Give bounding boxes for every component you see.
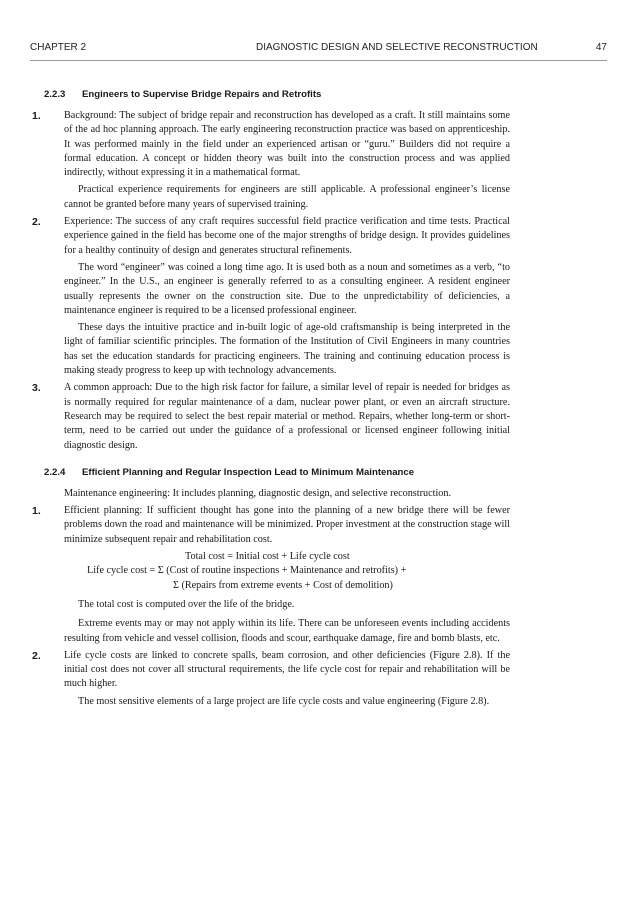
equation-text: Life cycle cost = Σ (Cost of routine inspections + Maintenance and retrofits) +	[87, 565, 407, 577]
list-number: 3.	[32, 382, 41, 395]
paragraph: Efficient planning: If sufficient thought has gone into the planning of a new bridge there will be fewer problems down the road and maintenance will be minimized. Proper investment at the construction stage will minimize subsequent repair and rehabilitation cost.	[64, 505, 510, 545]
section-heading-2-2-3	[44, 88, 510, 102]
equation-text: Σ (Repairs from extreme events + Cost of demolition)	[173, 579, 393, 591]
list-number: 2.	[32, 649, 41, 662]
page-number: 47	[595, 42, 607, 53]
chapter-label: CHAPTER 2	[30, 42, 87, 53]
section-number: 2.2.4	[44, 466, 66, 478]
list-number: 1.	[32, 505, 41, 518]
list-number: 1.	[32, 110, 41, 122]
list-item-3	[30, 381, 510, 452]
paragraph: The total cost is computed over the life of the bridge.	[78, 598, 295, 610]
equation-text: Total cost = Initial cost + Life cycle cost	[185, 551, 350, 563]
paragraph: The word “engineer” was coined a long time ago. It is used both as a noun and sometimes as a verb, “to engineer.” In the U.S., an engineer is generally referred to as a consulting engineer. A resident engineer usually represents the owner on the construction site. Due to the unpredictability of deficiencies, a maintenance engineer is required to be a licensed professional engineer.	[64, 261, 510, 316]
paragraph: A common approach: Due to the high risk factor for failure, a similar level of repair is needed for bridges as is normally required for regular maintenance of a dam, nuclear power plant, or even an aircraft structure. Research may be required to select the best repair material or method. Repairs, whether long-term or short-term, need to be carried out under the guidance of a professional or licensed engineer following initial diagnostic design.	[64, 382, 510, 451]
paragraph: These days the intuitive practice and in-built logic of age-old craftsmanship is being interpreted in the light of familiar scientific principles. The formation of the Institution of Civil Engineers in many countries has set the education standards for practicing engineers. The training and continuing education process is making steady progress to keep up with technology advancements.	[64, 322, 510, 377]
section-title: Efficient Planning and Regular Inspection Lead to Minimum Maintenance	[82, 466, 415, 478]
paragraph: Life cycle costs are linked to concrete spalls, beam corrosion, and other deficiencies (Figure 2.8). If the initial cost does not cover all structural requirements, the life cycle cost for repair and rehabilitation will be much higher.	[64, 649, 510, 690]
chapter-title: DIAGNOSTIC DESIGN AND SELECTIVE RECONSTRUCTION	[256, 42, 538, 53]
paragraph: Background: The subject of bridge repair and reconstruction has developed as a craft. It still maintains some of the ad hoc planning approach. The early engineering reconstruction practice was based on apprenticeship. It was performed mainly in the field under an experienced artisan or “guru.” Builders did not require a formal education. A concept or hidden theory was built into the construction process and was applied indirectly, without expressing it in a mathematical format.	[64, 110, 510, 179]
list-item-2	[30, 649, 510, 709]
paragraph: Experience: The success of any craft requires successful field practice verification and time tests. Practical experience gained in the field has become one of the major strengths of bridge design. It provides guidelines for a healthy continuity of design and generates structural refinements.	[64, 216, 510, 256]
list-item-1	[30, 109, 510, 212]
list-number: 2.	[32, 216, 41, 229]
section-heading-2-2-4	[44, 466, 510, 480]
equation-life-cycle-cost	[30, 564, 510, 578]
list-item-2	[30, 215, 510, 378]
list-item-1	[30, 504, 510, 547]
paragraph: The most sensitive elements of a large project are life cycle costs and value engineering (Figure 2.8).	[78, 695, 490, 707]
paragraph: Practical experience requirements for engineers are still applicable. A professional engineer’s license cannot be granted before many years of supervised training.	[64, 184, 510, 210]
paragraph: Extreme events may or may not apply within its life. There can be unforeseen events including accidents resulting from vehicle and vessel collision, floods and scour, earthquake damage, fire and bomb blasts, etc.	[64, 618, 510, 644]
section-title: Engineers to Supervise Bridge Repairs and Retrofits	[82, 89, 322, 100]
section-number: 2.2.3	[44, 89, 66, 100]
page-body	[30, 88, 510, 712]
equation-total-cost	[30, 550, 510, 564]
running-header	[30, 40, 607, 61]
paragraph: Maintenance engineering: It includes planning, diagnostic design, and selective reconstruction.	[64, 487, 452, 499]
equation-life-cycle-cost-continued	[30, 579, 510, 593]
